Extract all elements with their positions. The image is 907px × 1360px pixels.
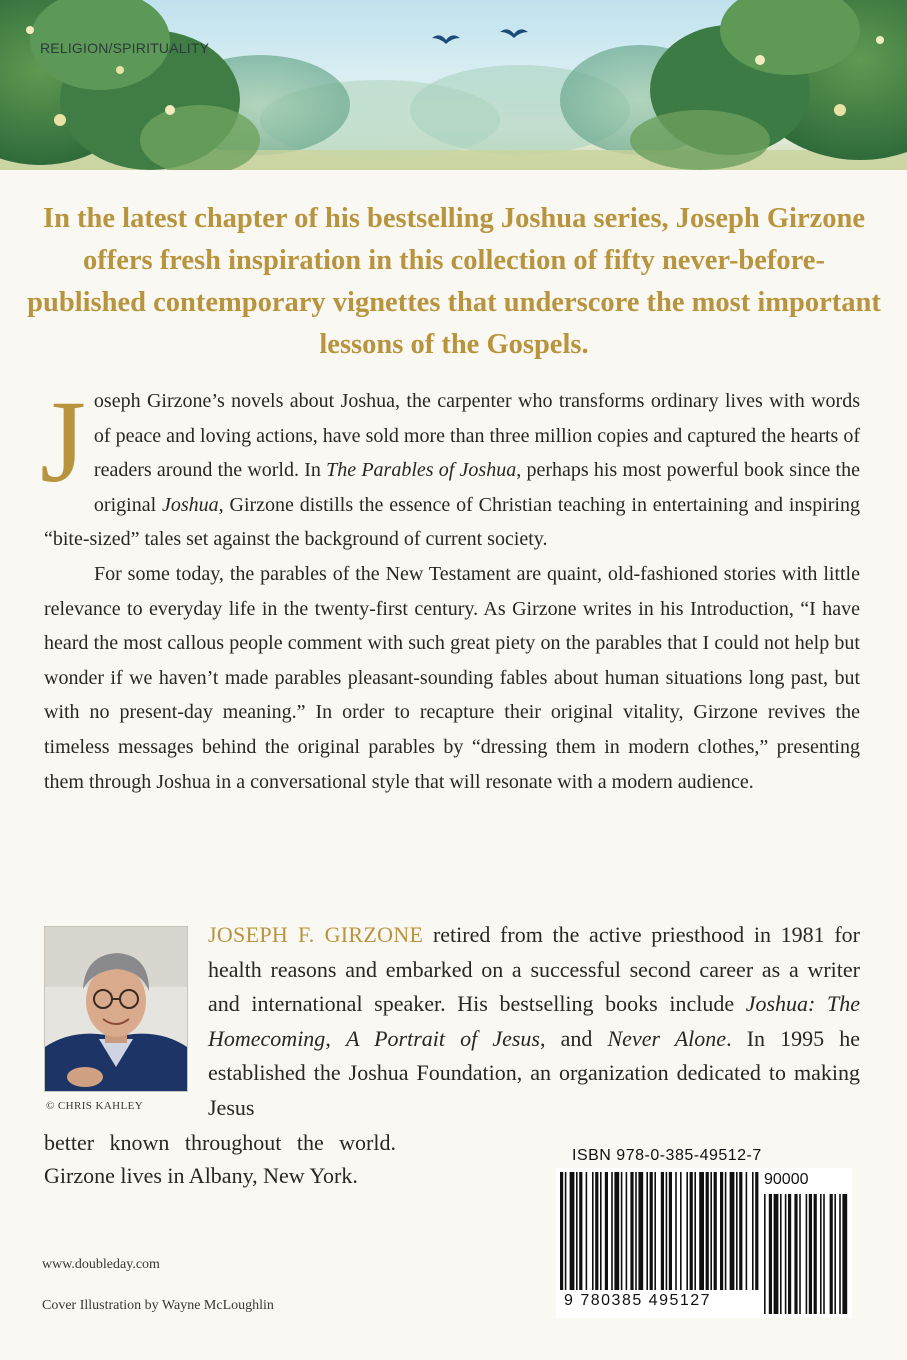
barcode-bar [746,1172,748,1290]
barcode-bar [570,1172,575,1290]
author-photo [44,926,188,1092]
barcode-bar [579,1172,582,1290]
photo-credit: © CHRIS KAHLEY [46,1100,144,1112]
barcode-bar [635,1172,637,1290]
barcode-bar [669,1172,672,1290]
barcode-bar [694,1172,696,1290]
barcode-addon-bar [764,1194,766,1314]
illustration-credit: Cover Illustration by Wayne McLoughlin [42,1298,274,1313]
barcode-addon-bar [785,1194,787,1314]
barcode-bar [626,1172,628,1290]
barcode-bar [714,1172,717,1290]
barcode-addon-bar [842,1194,847,1314]
barcode-bar [646,1172,648,1290]
barcode-bar [680,1172,682,1290]
barcode-bar [675,1172,677,1290]
barcode-bar [638,1172,643,1290]
barcode-bar [739,1172,742,1290]
author-portrait [45,927,187,1091]
barcode-bar [630,1172,633,1290]
barcode-addon-bar [809,1194,812,1314]
barcode-addon-bar [769,1194,772,1314]
barcode-bar [650,1172,653,1290]
price-code: 90000 [764,1171,809,1188]
barcode-bar [611,1172,613,1290]
barcode-bar [586,1172,588,1290]
barcode-bar [614,1172,619,1290]
barcode-addon-bar [799,1194,801,1314]
book-description [40,376,860,799]
barcode-bar [654,1172,656,1290]
publisher-website: www.doubleday.com [42,1257,160,1272]
barcode-addon-bar [830,1194,833,1314]
description-text: , Girzone distills the essence of Christian teaching in entertaining and inspiring “bite-sized” tales set against the background of current society. [44,493,860,551]
barcode-bar [605,1172,608,1290]
barcode-addon-bar [794,1194,797,1314]
barcode-bar [592,1172,594,1290]
bird-icon [500,29,528,38]
barcode-addon-bar [814,1194,817,1314]
barcode-bar [666,1172,668,1290]
barcode-bar [661,1172,664,1290]
barcode-addon-bar [774,1194,779,1314]
barcode-addon-bar [820,1194,822,1314]
barcode-bar [752,1172,754,1290]
barcode-bar [710,1172,712,1290]
barcode-addon-bar [788,1194,791,1314]
barcode-bar [720,1172,723,1290]
book-title: Joshua [161,493,219,516]
barcode-bar [621,1172,623,1290]
bio-text: , and [540,1025,608,1051]
bio-text: . In 1995 he established the Joshua Foundation, an organization dedicated to making Jesus [208,1025,861,1120]
description-paragraph-2: For some today, the parables of the New Testament are quaint, old-fashioned stories with little relevance to everyday life in the twenty-first century. As Girzone writes in his Introduction, “I have heard the most callous people comment with such great piety on the parables that I could not help but wonder if we haven’t made parables pleasant-sounding fables about human situations long past, but with no present-day meaning.” In order to recapture their original vitality, Girzone revives the timeless messages behind the original parables by “dressing them in modern clothes,” presenting them through Joshua in a conversational style that will resonate with a modern audience. [44,562,860,793]
category-label: RELIGION/SPIRITUALITY [40,40,210,56]
barcode-addon-bar [823,1194,825,1314]
barcode-bar [730,1172,735,1290]
barcode-bar [725,1172,727,1290]
landscape-illustration [0,0,907,170]
author-name: JOSEPH F. GIRZONE [208,922,424,947]
barcode-bar [595,1172,598,1290]
barcode-bar [576,1172,578,1290]
book-title: Joshua: The Homecoming [208,991,860,1051]
barcode-addon-bar [839,1194,841,1314]
barcode-bar [755,1172,758,1290]
barcode-bar [565,1172,567,1290]
drop-cap: J [40,376,86,507]
book-title: The Parables of Joshua [326,459,517,482]
barcode-bar [706,1172,709,1290]
bio-text: retired from the active priesthood in 1981 for health reasons and embarked on a successful second career as a writer and international speaker. His bestselling books include [208,922,860,1016]
barcode-addon-bar [780,1194,782,1314]
barcode-addon-bar [834,1194,836,1314]
description-text: oseph Girzone’s novels about Joshua, the carpenter who transforms ordinary lives with words of peace and loving actions, have sold more than three million copies and captured the hearts of readers around the world. In [93,390,860,482]
barcode-digits: 9 780385 495127 [564,1292,712,1309]
author-bio [208,918,860,1125]
isbn-label: ISBN 978-0-385-49512-7 [572,1147,762,1164]
barcode-bar [736,1172,738,1290]
cover-illustration-banner [0,0,907,170]
bio-text: , [325,1025,346,1051]
tagline: In the latest chapter of his bestselling Joshua series, Joseph Girzone offers fresh inspiration in this collection of fifty never-before-published contemporary vignettes that underscore the most important lessons of the Gospels. [27,203,881,360]
barcode-addon-bar [806,1194,808,1314]
book-title: Never Alone [607,1025,727,1051]
barcode-bar [686,1172,688,1290]
barcode-bar [560,1172,563,1290]
book-title: A Portrait of Jesus [345,1025,540,1051]
description-text: , perhaps his most powerful book since the original [93,459,860,516]
barcode-bar [600,1172,602,1290]
bird-icon [432,35,460,44]
barcode-bar [690,1172,693,1290]
author-bio-continued: better known throughout the world. Girzone lives in Albany, New York. [44,1130,396,1188]
description-paragraph-1 [40,376,860,557]
barcode-bar [699,1172,704,1290]
